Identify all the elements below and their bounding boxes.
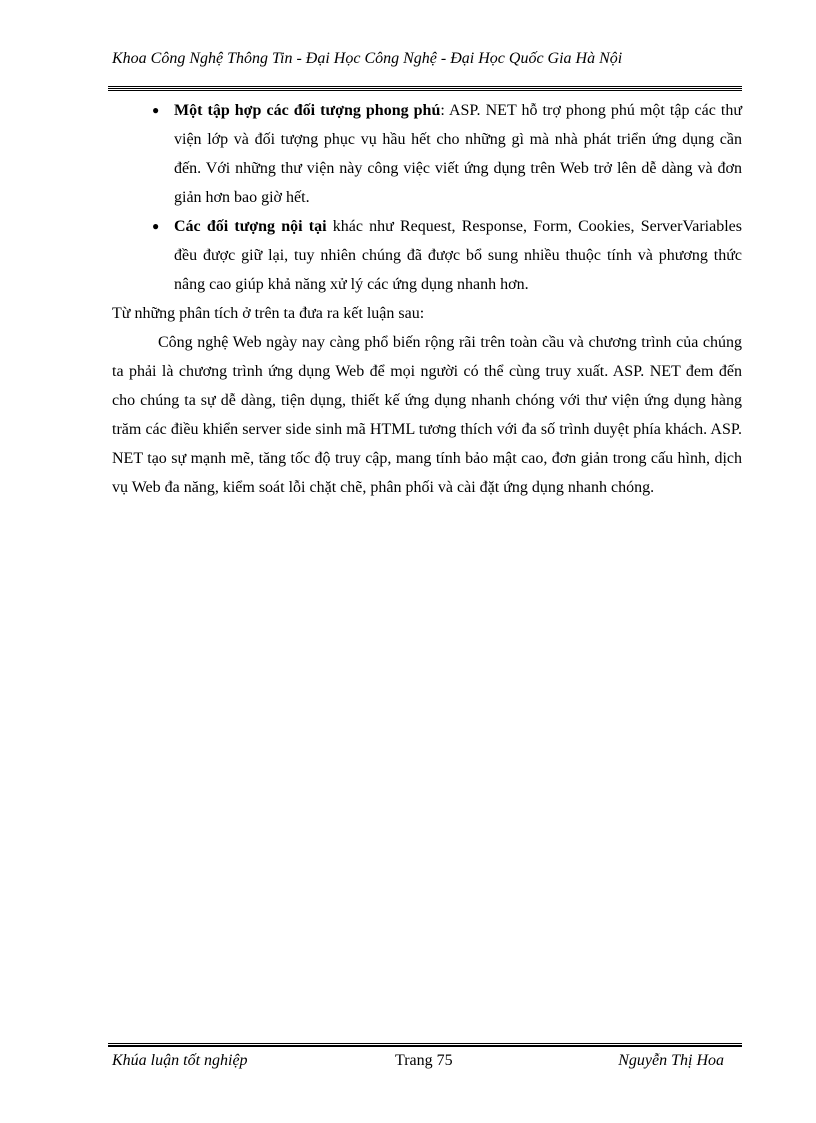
footer-divider (108, 1043, 742, 1047)
page-number: Trang 75 (395, 1052, 453, 1069)
bullet-icon: ● (152, 103, 160, 117)
page-content (112, 96, 742, 502)
list-item (152, 96, 743, 212)
bullet-icon: ● (152, 219, 160, 233)
feature-list (112, 96, 742, 299)
footer-thesis-label: Khúa luận tốt nghiệp (112, 1052, 248, 1069)
header-divider (108, 86, 742, 91)
list-item-text: khác như Request, Response, Form, Cookies, ServerVariables đều được giữ lại, tuy nhiên chúng đã được bổ sung nhiều thuộc tính và phương thức nâng cao giúp khả năng xử lý các ứng dụng nhanh hơn. (174, 218, 742, 293)
footer-author: Nguyễn Thị Hoa (618, 1052, 724, 1069)
conclusion-paragraph: Công nghệ Web ngày nay càng phổ biến rộng rãi trên toàn cầu và chương trình của chúng ta phải là chương trình ứng dụng Web để mọi người có thể cùng truy xuất. ASP. NET đem đến cho chúng ta sự dễ dàng, tiện dụng, thiết kế ứng dụng nhanh chóng với thư viện ứng dụng hàng trăm các điều khiển server side sinh mã HTML tương thích với đa số trình duyệt phía khách. ASP. NET tạo sự mạnh mẽ, tăng tốc độ truy cập, mang tính bảo mật cao, đơn giản trong cấu hình, dịch vụ Web đa năng, kiểm soát lỗi chặt chẽ, phân phối và cài đặt ứng dụng nhanh chóng. (112, 334, 742, 496)
page-header-title: Khoa Công Nghệ Thông Tin - Đại Học Công Nghệ - Đại Học Quốc Gia Hà Nội (112, 50, 623, 67)
list-item-term: Một tập hợp các đối tượng phong phú (174, 102, 441, 119)
list-item-text: : ASP. NET hỗ trợ phong phú một tập các thư viện lớp và đối tượng phục vụ hầu hết cho những gì mà nhà phát triển ứng dụng cần đến. Với những thư viện này công việc viết ứng dụng trên Web trở lên dễ dàng và đơn giản hơn bao giờ hết. (174, 102, 743, 206)
page-footer (112, 1052, 724, 1076)
list-item-term: Các đối tượng nội tại (174, 218, 327, 235)
list-item (152, 212, 742, 299)
intro-paragraph: Từ những phân tích ở trên ta đưa ra kết luận sau: (112, 305, 425, 322)
